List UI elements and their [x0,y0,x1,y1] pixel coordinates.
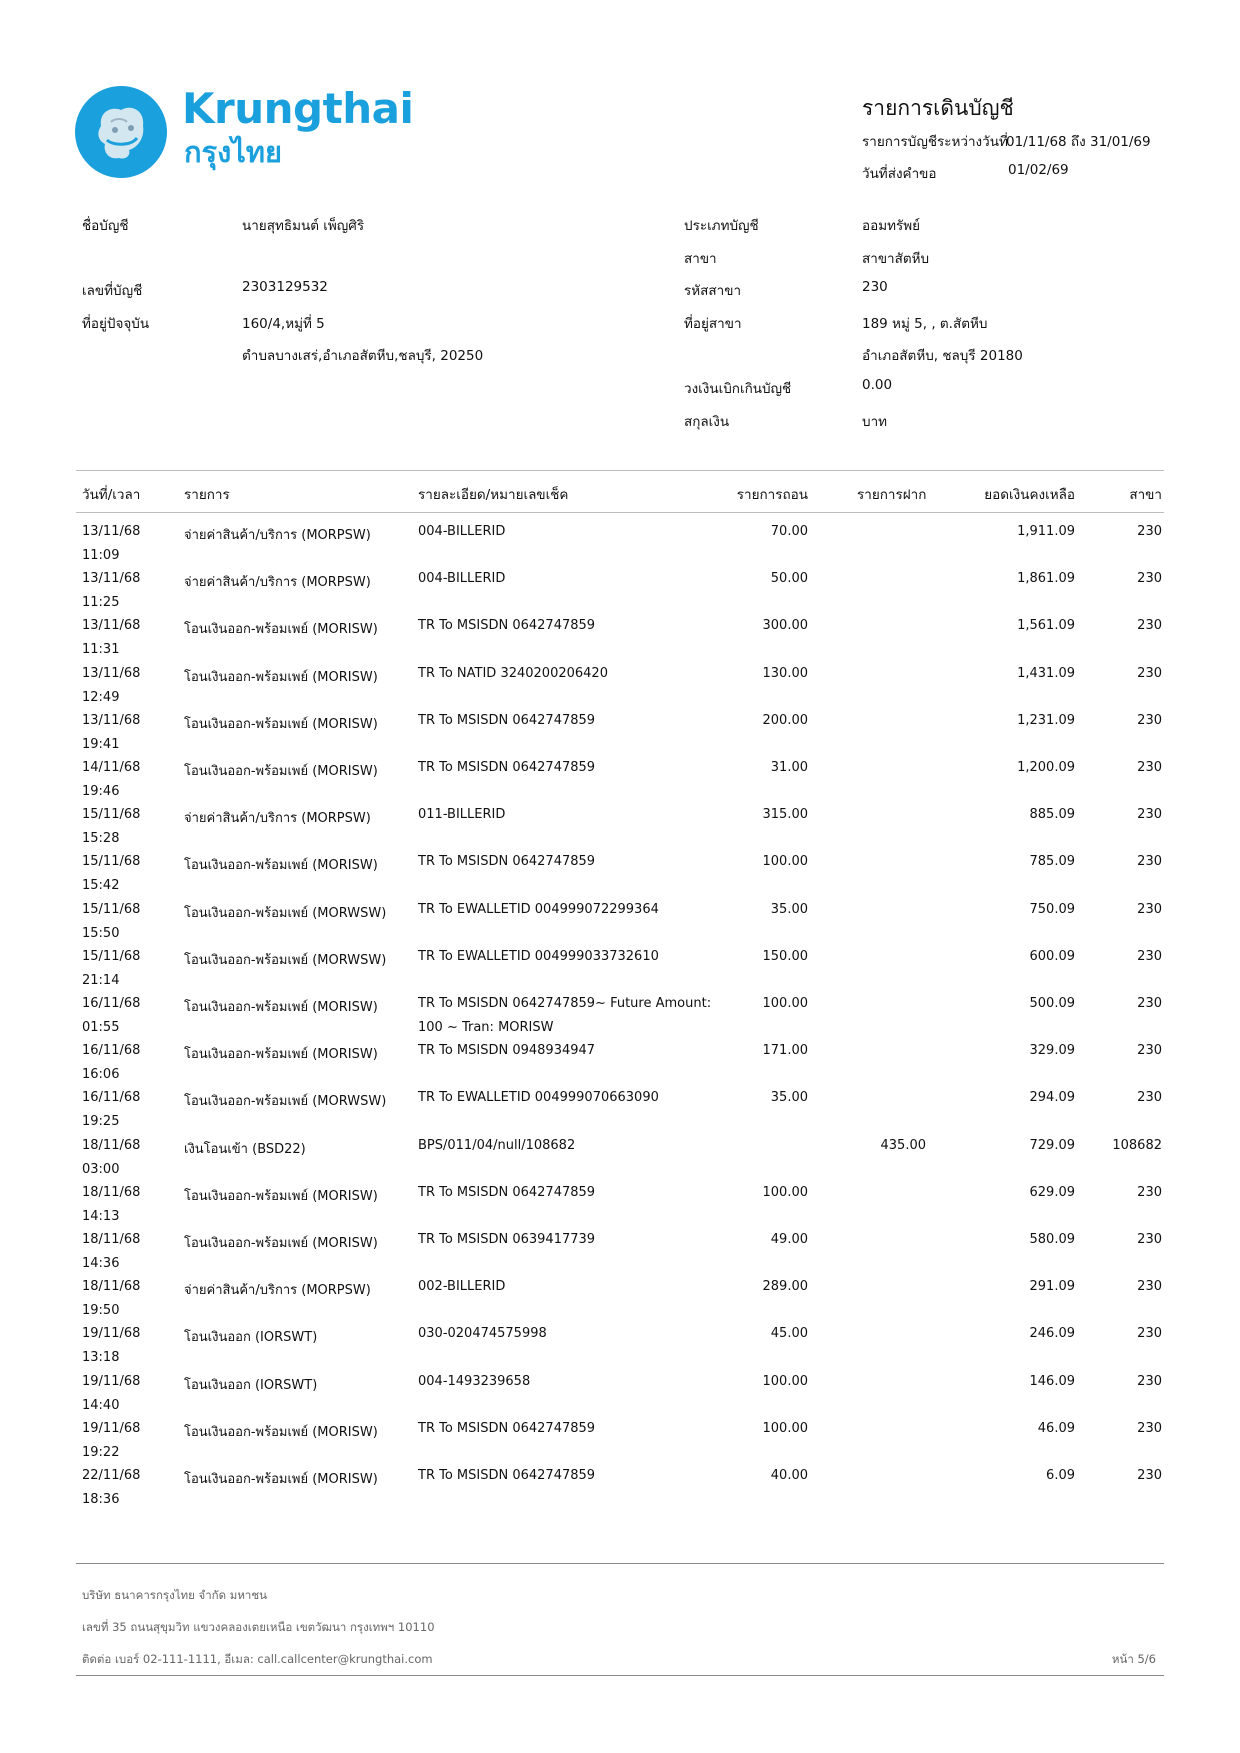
cell-description: โอนเงินออก-พร้อมเพย์ (MORISW) [184,670,378,685]
cell-branch: 230 [1137,618,1162,633]
cell-detail: TR To MSISDN 0642747859 [418,760,596,775]
cell-branch: 230 [1137,902,1162,917]
period-value: 01/11/68 ถึง 31/01/69 [1006,134,1151,150]
cell-balance: 329.09 [1029,1043,1075,1058]
cell-branch: 230 [1137,996,1162,1011]
cell-withdraw: 130.00 [762,666,808,681]
cell-time: 19:41 [82,737,120,752]
cell-description: โอนเงินออก-พร้อมเพย์ (MORISW) [184,1425,378,1440]
cell-description: โอนเงินออก-พร้อมเพย์ (MORISW) [184,1236,378,1251]
cell-branch: 230 [1137,713,1162,728]
cell-branch: 230 [1137,854,1162,869]
cell-description: โอนเงินออก-พร้อมเพย์ (MORWSW) [184,953,387,968]
request-date-value: 01/02/69 [1008,162,1069,178]
cell-balance: 1,561.09 [1017,618,1075,633]
cell-date: 15/11/68 [82,949,141,964]
cell-time: 21:14 [82,973,120,988]
col-header-description: รายการ [184,487,230,503]
phra-pikanet-emblem-icon [75,86,167,178]
cell-withdraw: 200.00 [762,713,808,728]
cell-deposit: 435.00 [880,1138,926,1153]
cell-date: 13/11/68 [82,666,141,681]
account-name-label: ชื่อบัญชี [82,218,129,234]
col-header-detail: รายละเอียด/หมายเลขเช็ค [418,487,569,503]
cell-detail: 011-BILLERID [418,807,506,822]
table-header-divider [76,512,1164,513]
cell-date: 18/11/68 [82,1279,141,1294]
cell-balance: 1,431.09 [1017,666,1075,681]
cell-branch: 230 [1137,1374,1162,1389]
cell-detail: TR To MSISDN 0642747859 [418,618,596,633]
current-address-label: ที่อยู่ปัจจุบัน [82,316,150,332]
cell-balance: 291.09 [1029,1279,1075,1294]
period-label: รายการบัญชีระหว่างวันที่ [862,134,1008,150]
cell-time: 15:28 [82,831,120,846]
cell-withdraw: 100.00 [762,996,808,1011]
document-title: รายการเดินบัญชี [862,96,1014,120]
cell-withdraw: 49.00 [770,1232,808,1247]
cell-balance: 885.09 [1029,807,1075,822]
cell-branch: 230 [1137,949,1162,964]
cell-description: โอนเงินออก-พร้อมเพย์ (MORISW) [184,1047,378,1062]
cell-description: โอนเงินออก-พร้อมเพย์ (MORISW) [184,1472,378,1487]
currency-value: บาท [862,414,888,430]
cell-branch: 230 [1137,807,1162,822]
col-header-datetime: วันที่/เวลา [82,487,141,503]
cell-withdraw: 100.00 [762,1374,808,1389]
cell-detail: TR To MSISDN 0642747859~ Future Amount: [418,996,712,1011]
cell-balance: 1,911.09 [1017,524,1075,539]
brand-name-en: Krungthai [182,84,414,133]
cell-description: โอนเงินออก-พร้อมเพย์ (MORISW) [184,622,378,637]
cell-time: 16:06 [82,1067,120,1082]
cell-date: 19/11/68 [82,1374,141,1389]
branch-code-label: รหัสสาขา [684,283,742,299]
cell-branch: 230 [1137,760,1162,775]
cell-branch: 230 [1137,524,1162,539]
cell-withdraw: 100.00 [762,1185,808,1200]
cell-branch: 230 [1137,1468,1162,1483]
cell-detail: TR To EWALLETID 004999072299364 [418,902,659,917]
cell-branch: 230 [1137,666,1162,681]
cell-withdraw: 45.00 [770,1326,808,1341]
cell-time: 13:18 [82,1350,120,1365]
cell-description: โอนเงินออก-พร้อมเพย์ (MORISW) [184,1189,378,1204]
cell-detail: TR To MSISDN 0642747859 [418,854,596,869]
cell-branch: 230 [1137,1326,1162,1341]
cell-withdraw: 50.00 [770,571,808,586]
cell-balance: 146.09 [1029,1374,1075,1389]
cell-time: 12:49 [82,690,120,705]
cell-detail: 004-BILLERID [418,571,506,586]
cell-time: 01:55 [82,1020,120,1035]
cell-time: 11:31 [82,642,120,657]
cell-description: จ่ายค่าสินค้า/บริการ (MORPSW) [184,1283,371,1298]
cell-detail: TR To EWALLETID 004999033732610 [418,949,659,964]
cell-description: เงินโอนเข้า (BSD22) [184,1142,306,1157]
cell-time: 14:40 [82,1398,120,1413]
cell-withdraw: 40.00 [770,1468,808,1483]
cell-detail: TR To MSISDN 0948934947 [418,1043,596,1058]
krungthai-logo-emblem [75,86,167,178]
footer-contact: ติดต่อ เบอร์ 02-111-1111, อีเมล: call.callcenter@krungthai.com [82,1652,433,1666]
cell-date: 22/11/68 [82,1468,141,1483]
account-type-value: ออมทรัพย์ [862,218,921,234]
cell-date: 16/11/68 [82,1043,141,1058]
cell-description: โอนเงินออก-พร้อมเพย์ (MORISW) [184,858,378,873]
cell-balance: 294.09 [1029,1090,1075,1105]
cell-balance: 6.09 [1046,1468,1075,1483]
cell-description: โอนเงินออก-พร้อมเพย์ (MORWSW) [184,906,387,921]
cell-time: 19:50 [82,1303,120,1318]
cell-detail: 004-BILLERID [418,524,506,539]
cell-branch: 108682 [1112,1138,1162,1153]
col-header-withdraw: รายการถอน [736,487,808,503]
overdraft-value: 0.00 [862,377,893,393]
cell-date: 15/11/68 [82,902,141,917]
cell-withdraw: 100.00 [762,1421,808,1436]
col-header-balance: ยอดเงินคงเหลือ [984,487,1075,503]
account-number-value: 2303129532 [242,279,328,295]
cell-date: 19/11/68 [82,1326,141,1341]
cell-detail-line2: 100 ~ Tran: MORISW [418,1020,554,1035]
footer-address: เลขที่ 35 ถนนสุขุมวิท แขวงคลองเตยเหนือ เขตวัฒนา กรุงเทพฯ 10110 [82,1620,435,1634]
cell-time: 15:50 [82,926,120,941]
page-number: หน้า 5/6 [1111,1652,1156,1666]
cell-date: 18/11/68 [82,1138,141,1153]
cell-date: 15/11/68 [82,854,141,869]
cell-balance: 750.09 [1029,902,1075,917]
footer-bottom-divider [76,1675,1164,1676]
cell-time: 14:36 [82,1256,120,1271]
cell-date: 16/11/68 [82,1090,141,1105]
account-name-value: นายสุทธิมนต์ เพ็ญศิริ [242,218,365,234]
cell-detail: TR To NATID 3240200206420 [418,666,608,681]
cell-withdraw: 100.00 [762,854,808,869]
cell-date: 15/11/68 [82,807,141,822]
cell-time: 18:36 [82,1492,120,1507]
cell-date: 16/11/68 [82,996,141,1011]
cell-description: โอนเงินออก (IORSWT) [184,1378,318,1393]
current-address-line1: 160/4,หมู่ที่ 5 [242,316,325,332]
cell-withdraw: 35.00 [770,1090,808,1105]
cell-date: 14/11/68 [82,760,141,775]
branch-code-value: 230 [862,279,888,295]
cell-balance: 1,861.09 [1017,571,1075,586]
cell-balance: 729.09 [1029,1138,1075,1153]
cell-date: 19/11/68 [82,1421,141,1436]
current-address-line2: ตำบลบางเสร่,อำเภอสัตหีบ,ชลบุรี, 20250 [242,348,484,364]
footer-top-divider [76,1563,1164,1564]
col-header-branch: สาขา [1129,487,1162,503]
cell-date: 18/11/68 [82,1185,141,1200]
branch-value: สาขาสัตหีบ [862,251,930,267]
cell-balance: 246.09 [1029,1326,1075,1341]
cell-withdraw: 150.00 [762,949,808,964]
cell-date: 13/11/68 [82,618,141,633]
cell-withdraw: 70.00 [770,524,808,539]
cell-date: 18/11/68 [82,1232,141,1247]
account-number-label: เลขที่บัญชี [82,283,143,299]
cell-description: โอนเงินออก-พร้อมเพย์ (MORISW) [184,1000,378,1015]
cell-date: 13/11/68 [82,713,141,728]
cell-branch: 230 [1137,1421,1162,1436]
cell-detail: 002-BILLERID [418,1279,506,1294]
footer-company: บริษัท ธนาคารกรุงไทย จำกัด มหาชน [82,1588,268,1602]
cell-time: 14:13 [82,1209,120,1224]
branch-address-label: ที่อยู่สาขา [684,316,742,332]
cell-date: 13/11/68 [82,571,141,586]
cell-time: 19:25 [82,1114,120,1129]
cell-description: โอนเงินออก (IORSWT) [184,1330,318,1345]
cell-description: โอนเงินออก-พร้อมเพย์ (MORISW) [184,764,378,779]
branch-address-line1: 189 หมู่ 5, , ต.สัตหีบ [862,316,988,332]
cell-withdraw: 315.00 [762,807,808,822]
cell-time: 19:46 [82,784,120,799]
cell-detail: TR To MSISDN 0642747859 [418,1468,596,1483]
cell-time: 11:25 [82,595,120,610]
cell-description: จ่ายค่าสินค้า/บริการ (MORPSW) [184,528,371,543]
cell-balance: 629.09 [1029,1185,1075,1200]
branch-address-line2: อำเภอสัตหีบ, ชลบุรี 20180 [862,348,1023,364]
cell-balance: 580.09 [1029,1232,1075,1247]
cell-detail: TR To MSISDN 0642747859 [418,713,596,728]
brand-name-th: กรุงไทย [184,135,282,169]
cell-branch: 230 [1137,571,1162,586]
cell-withdraw: 300.00 [762,618,808,633]
cell-branch: 230 [1137,1043,1162,1058]
cell-time: 19:22 [82,1445,120,1460]
cell-balance: 600.09 [1029,949,1075,964]
cell-description: โอนเงินออก-พร้อมเพย์ (MORWSW) [184,1094,387,1109]
cell-time: 15:42 [82,878,120,893]
currency-label: สกุลเงิน [684,414,730,430]
request-date-label: วันที่ส่งคำขอ [862,166,937,182]
cell-description: จ่ายค่าสินค้า/บริการ (MORPSW) [184,811,371,826]
cell-branch: 230 [1137,1279,1162,1294]
cell-balance: 1,231.09 [1017,713,1075,728]
cell-branch: 230 [1137,1090,1162,1105]
cell-withdraw: 31.00 [770,760,808,775]
cell-withdraw: 289.00 [762,1279,808,1294]
cell-balance: 785.09 [1029,854,1075,869]
cell-description: โอนเงินออก-พร้อมเพย์ (MORISW) [184,717,378,732]
col-header-deposit: รายการฝาก [857,487,927,503]
branch-label: สาขา [684,251,717,267]
cell-branch: 230 [1137,1232,1162,1247]
cell-detail: 030-020474575998 [418,1326,547,1341]
cell-detail: TR To MSISDN 0642747859 [418,1185,596,1200]
cell-detail: TR To EWALLETID 004999070663090 [418,1090,659,1105]
cell-time: 11:09 [82,548,120,563]
cell-detail: TR To MSISDN 0639417739 [418,1232,596,1247]
account-type-label: ประเภทบัญชี [684,218,759,234]
cell-detail: BPS/011/04/null/108682 [418,1138,576,1153]
cell-balance: 46.09 [1037,1421,1075,1436]
cell-time: 03:00 [82,1162,120,1177]
table-top-divider [76,470,1164,471]
cell-date: 13/11/68 [82,524,141,539]
cell-description: จ่ายค่าสินค้า/บริการ (MORPSW) [184,575,371,590]
cell-branch: 230 [1137,1185,1162,1200]
cell-balance: 1,200.09 [1017,760,1075,775]
overdraft-label: วงเงินเบิกเกินบัญชี [684,381,792,397]
cell-balance: 500.09 [1029,996,1075,1011]
cell-detail: TR To MSISDN 0642747859 [418,1421,596,1436]
cell-withdraw: 171.00 [762,1043,808,1058]
cell-withdraw: 35.00 [770,902,808,917]
cell-detail: 004-1493239658 [418,1374,531,1389]
